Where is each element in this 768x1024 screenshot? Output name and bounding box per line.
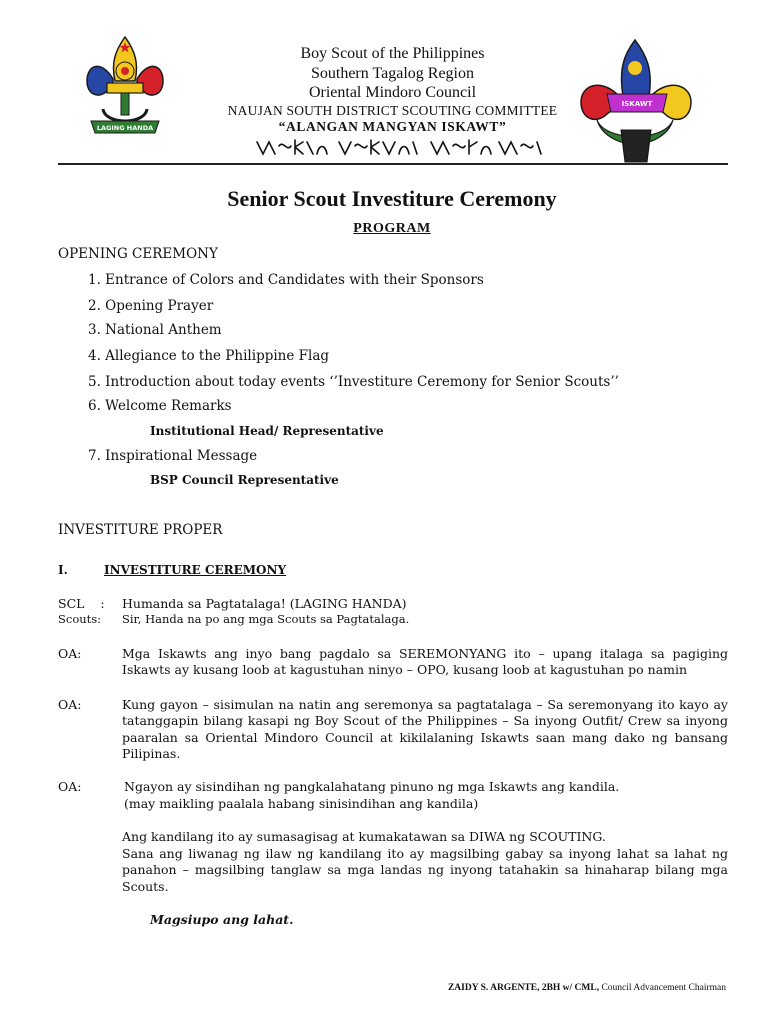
program-item: 2. Opening Prayer [88,298,214,314]
organization-heading [205,44,580,135]
scl-label: SCL : [58,596,105,611]
footer-name: ZAIDY S. ARGENTE, 2BH w/ CML, [447,983,600,993]
bsp-fleur-de-lis-logo [83,33,167,145]
section-title: INVESTITURE CEREMONY [104,563,287,577]
oa-candle-intro: Ngayon ay sisindihan ng pangkalahatang pinuno ng mga Iskawts ang kandila. [124,779,620,794]
header-rule [58,163,728,165]
footer-role: Council Advancement Chairman [601,983,726,993]
region-name: Southern Tagalog Region [310,64,474,82]
candle-paragraph: Sana ang liwanag ng ilaw ng kandilang ito ay magsilbing gabay sa inyong lahat sa lahat ng panahon – magsilbing tanglaw sa mga landas ng inyong tatahakin sa hinaharap bilang mga Scouts. [122,846,728,894]
oa-paragraph: Kung gayon – sisimulan na natin ang seremonya sa pagtatalaga – Sa seremonyang ito kayo ay tatanggapin bilang kasapi ng Boy Scout of the Philippines – Sa inyong Outfit/ Crew sa inyong paaralan sa Oriental Mindoro Council at kikilalaning Iskawts saan mang dako ng bansang Pilipinas. [122,697,728,762]
program-label: PROGRAM [353,221,431,236]
mangyan-script-line [255,136,545,158]
org-name: Boy Scout of the Philippines [300,45,485,62]
program-item: 5. Introduction about today events ‘’Investiture Ceremony for Senior Scouts’’ [88,374,619,390]
letterhead [0,0,768,165]
district-committee: NAUJAN SOUTH DISTRICT SCOUTING COMMITTEE [227,102,558,118]
oa-label: OA: [58,779,82,794]
footer-signature [448,983,726,993]
program-item: 3. National Anthem [88,322,222,338]
section-number: I. [58,563,68,577]
alangan-mangyan-iskawt-logo [577,38,695,164]
logo-center-text: ISKAWT [621,100,653,108]
candle-meaning: Ang kandilang ito ay sumasagisag at kumakatawan sa DIWA ng SCOUTING. [122,829,606,844]
program-item: 6. Welcome Remarks [88,398,232,414]
inspirational-speaker: BSP Council Representative [150,473,339,487]
program-item: 1. Entrance of Colors and Candidates with their Sponsors [88,272,484,288]
oa-candle-note: (may maikling paalala habang sinisindihan ang kandila) [124,796,479,811]
document-title: Senior Scout Investiture Ceremony [227,186,557,211]
investiture-proper-heading: INVESTITURE PROPER [58,522,223,538]
closing-instruction: Magsiupo ang lahat. [150,912,294,927]
group-motto: “ALANGAN MANGYAN ISKAWT” [278,118,507,134]
opening-ceremony-heading: OPENING CEREMONY [58,246,218,262]
logo-banner-text: LAGING HANDA [96,124,154,132]
program-item: 4. Allegiance to the Philippine Flag [88,348,330,364]
scouts-label: Scouts: [58,612,102,626]
scouts-line: Sir, Handa na po ang mga Scouts sa Pagtatalaga. [122,612,410,626]
council-name: Oriental Mindoro Council [308,84,477,101]
welcome-speaker: Institutional Head/ Representative [150,424,384,438]
oa-paragraph: Mga Iskawts ang inyo bang pagdalo sa SEREMONYANG ito – upang italaga sa pagiging Iskawts ay kusang loob at kagustuhan ninyo – OPO, kusang loob at kagustuhan po namin [122,646,728,678]
scl-line: Humanda sa Pagtatalaga! (LAGING HANDA) [122,596,407,611]
oa-label: OA: [58,646,82,661]
oa-label: OA: [58,697,82,712]
program-item: 7. Inspirational Message [88,448,258,464]
